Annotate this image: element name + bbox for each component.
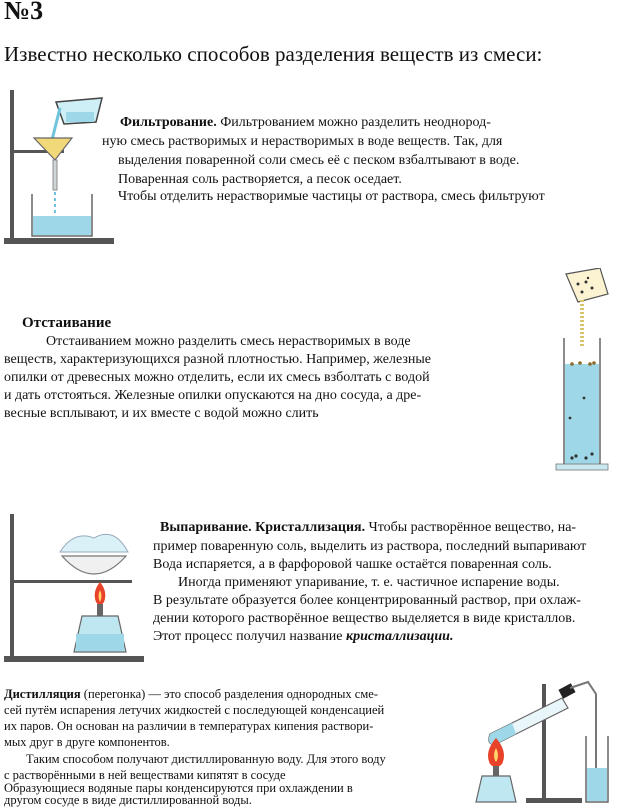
spirit-lamp [74,604,126,652]
stand-base [526,798,582,803]
filtration-line-4: Поваренная соль растворяется, а песок оседает. [118,172,402,187]
spirit-lamp [476,766,516,802]
funnel [34,138,72,160]
paper-with-filings [566,268,608,302]
evaporation-line-1: Выпаривание. Кристаллизация. Чтобы растворённое вещество, на- [160,520,577,535]
evaporation-line-5: В результате образуется более концентрированный раствор, при охлаж- [153,593,581,608]
stand-base [4,238,114,244]
filtration-line-1: Фильтрование. Фильтрованием можно разделить неоднород- [120,115,491,130]
crystallization-term: кристаллизации. [345,629,454,644]
settling-term: Отстаивание [22,315,112,331]
stand-rod [542,684,546,802]
delivery-tube [570,682,596,780]
filtration-line-5: Чтобы отделить нерастворимые частицы от раствора, смесь фильтруют [118,189,545,204]
measuring-cylinder [556,338,608,470]
distillation-line-8: другом сосуде в виде дистиллированной воды. [4,793,252,807]
stand-rod [10,90,14,240]
settling-line-3: опилки от древесных можно отделить, если их смесь взболтать с водой [4,370,430,385]
stand-base [4,656,144,662]
intro-text: Известно несколько способов разделения веществ из смеси: [4,42,543,66]
porcelain-dish [60,534,128,574]
evaporation-line-2: пример поваренную соль, выделить из раствора, последний выпаривают [153,539,587,554]
filtration-line-3: выделения поваренной соли смесь её с песком взбалтывают в воде. [118,153,520,168]
liquid-stream [52,108,60,140]
settling-line-1: Отстаиванием можно разделить смесь нерастворимых в воде [46,334,411,349]
evaporation-line-7: Этот процесс получил название кристаллизации. [153,629,454,644]
stand-ring [14,580,132,583]
filtration-line-2: ную смесь растворимых и нерастворимых в воде веществ. Так, для [102,134,503,149]
settling-line-5: весные всплывают, и их вместе с водой можно слить [4,406,319,421]
evaporation-line-4: Иногда применяют упаривание, т. е. частичное испарение воды. [178,575,560,590]
beaker-pouring [56,98,102,124]
filtration-illustration [4,88,116,248]
distillation-line-7: Образующиеся водяные пары конденсируются при охлаждении в [4,781,353,795]
distillation-line-5: Таким способом получают дистиллированную воду. Для этого воду [26,752,386,766]
stopper [558,683,575,698]
distillation-illustration [466,676,616,806]
distillation-line-4: мых друг в друге компонентов. [4,735,170,749]
burner-flame [95,582,106,605]
evaporation-line-6: дении которого растворённое вещество выделяется в виде кристаллов. [153,611,576,626]
settling-illustration [548,268,616,476]
distillation-term: Дистилляция [4,687,81,701]
test-tube [489,698,568,744]
evaporation-illustration [4,512,146,664]
distillation-line-2: сей путём испарения летучих жидкостей с последующей конденсацией [4,703,385,717]
distillation-line-6: с растворёнными в ней веществами кипятят в сосуде [4,768,286,782]
stand-rod [10,514,14,658]
page-title: №3 [4,0,44,25]
receiving-beaker [32,194,92,236]
funnel-stem [53,160,57,190]
evaporation-line-3: Вода испаряется, а в фарфоровой чашке остаётся поваренная соль. [153,557,552,572]
settling-line-2: веществ, характеризующихся разной плотностью. Например, железные [4,352,431,367]
evaporation-term: Выпаривание. Кристаллизация. [160,520,366,535]
distillation-line-3: их паров. Он основан на различии в температурах кипения раствори- [4,719,374,733]
distillation-line-1: Дистилляция (перегонка) — это способ разделения однородных сме- [4,687,378,701]
settling-line-4: и дать отстояться. Железные опилки опускаются на дно сосуда, а дре- [4,388,422,403]
filtration-term: Фильтрование. [120,115,217,130]
